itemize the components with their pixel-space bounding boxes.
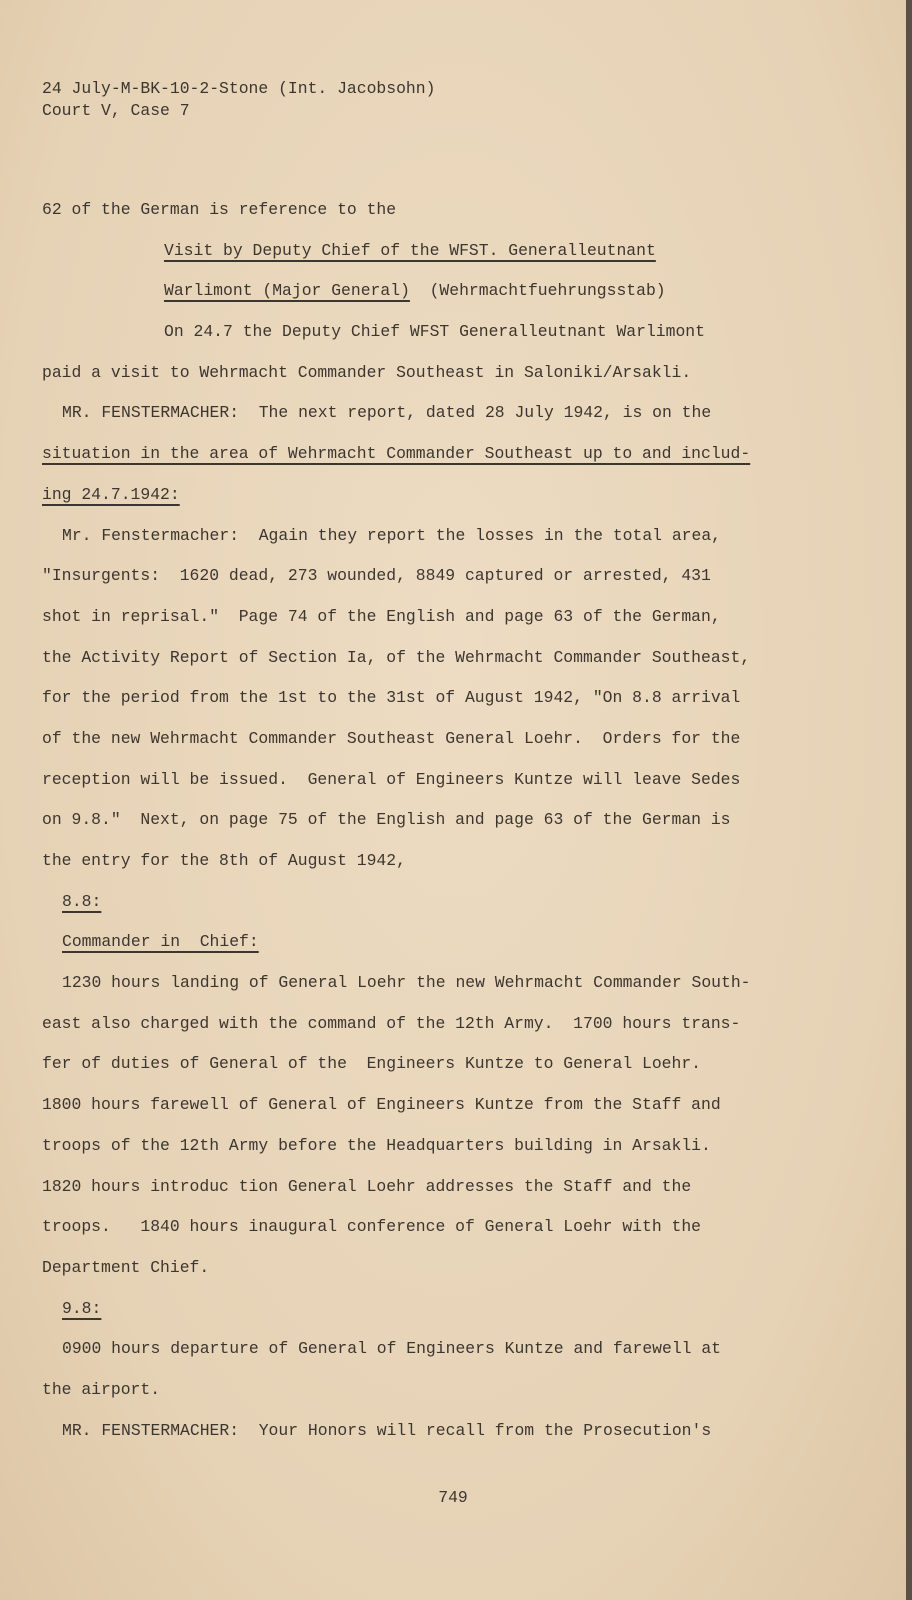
heading-line	[42, 237, 862, 278]
text-line: fer of duties of General of the Engineers Kuntze to General Loehr.	[42, 1054, 702, 1074]
text-line: the airport.	[42, 1379, 161, 1399]
text-line: paid a visit to Wehrmacht Commander Southeast in Saloniki/Arsakli.	[42, 362, 692, 382]
section-heading: Commander in Chief:	[62, 932, 259, 952]
speaker-line: MR. FENSTERMACHER: The next report, dated 28 July 1942, is on the	[62, 403, 712, 423]
text-line: east also charged with the command of the 12th Army. 1700 hours trans-	[42, 1013, 741, 1033]
header-line-1: 24 July-M-BK-10-2-Stone (Int. Jacobsohn)	[42, 79, 436, 98]
text-line: 62 of the German is reference to the	[42, 200, 397, 219]
speaker-line: MR. FENSTERMACHER: Your Honors will recall from the Prosecution's	[62, 1420, 712, 1440]
text-line: the Activity Report of Section Ia, of the Wehrmacht Commander Southeast,	[42, 647, 751, 667]
text-line: 1230 hours landing of General Loehr the new Wehrmacht Commander South-	[62, 973, 751, 993]
text-line: troops. 1840 hours inaugural conference of General Loehr with the	[42, 1217, 702, 1237]
text-line: reception will be issued. General of Engineers Kuntze will leave Sedes	[42, 769, 741, 789]
date-heading: 9.8:	[62, 1298, 102, 1318]
underlined-heading: Visit by Deputy Chief of the WFST. Generalleutnant	[164, 240, 656, 260]
text-line: Department Chief.	[42, 1257, 210, 1277]
speaker-line: Mr. Fenstermacher: Again they report the losses in the total area,	[62, 525, 722, 545]
heading-line	[42, 277, 862, 318]
text-line: on 9.8." Next, on page 75 of the English and page 63 of the German is	[42, 810, 731, 830]
date-heading: 8.8:	[62, 891, 102, 911]
document-body	[42, 196, 862, 1457]
text-line: of the new Wehrmacht Commander Southeast General Loehr. Orders for the	[42, 728, 741, 748]
heading-note: (Wehrmachtfuehrungsstab)	[409, 281, 666, 301]
underlined-text: ing 24.7.1942:	[42, 484, 180, 504]
page-number: 749	[438, 1488, 468, 1507]
underlined-heading: Warlimont (Major General)	[164, 281, 410, 301]
text-line: "Insurgents: 1620 dead, 273 wounded, 8849 captured or arrested, 431	[42, 566, 711, 586]
text-line: 1800 hours farewell of General of Engineers Kuntze from the Staff and	[42, 1095, 721, 1115]
text-line: shot in reprisal." Page 74 of the English and page 63 of the German,	[42, 606, 721, 626]
text-line: 0900 hours departure of General of Engineers Kuntze and farewell at	[62, 1339, 722, 1359]
document-header	[42, 78, 435, 122]
text-line: On 24.7 the Deputy Chief WFST Generalleutnant Warlimont	[164, 322, 705, 342]
text-line: troops of the 12th Army before the Headquarters building in Arsakli.	[42, 1135, 711, 1155]
text-line: 1820 hours introduc tion General Loehr addresses the Staff and the	[42, 1176, 692, 1196]
header-line-2: Court V, Case 7	[42, 101, 190, 120]
underlined-text: situation in the area of Wehrmacht Commander Southeast up to and includ-	[42, 444, 751, 464]
text-line: the entry for the 8th of August 1942,	[42, 851, 406, 870]
text-line: for the period from the 1st to the 31st of August 1942, "On 8.8 arrival	[42, 688, 741, 708]
